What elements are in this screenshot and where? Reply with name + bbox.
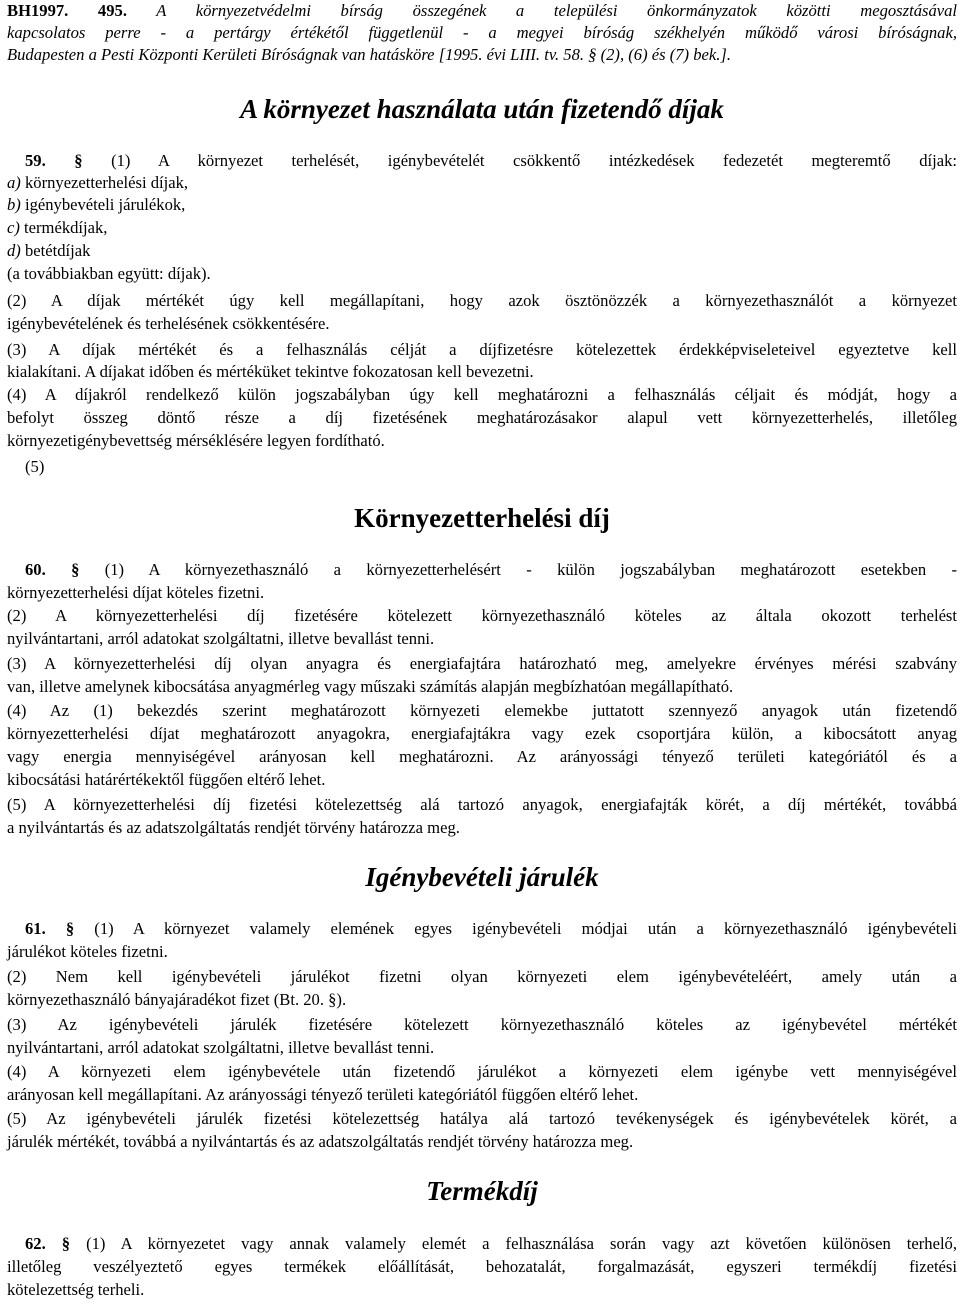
paragraph-line: arányosan kell megállapítani. Az arányossági tényező területi kategóriától függően eltérő lehet.	[7, 1085, 639, 1104]
paragraph-line: környezetigénybevettség mérséklésére legyen fordítható.	[7, 431, 385, 450]
paragraph-line: a nyilvántartás és az adatszolgáltatás rendjét törvény határozza meg.	[7, 818, 460, 837]
list-item: a) környezetterhelési díjak,	[7, 173, 189, 192]
paragraph-line: 62. § (1) A környezetet vagy annak valamely elemét a felhasználása során vagy azt követően különösen terhelő,	[25, 1234, 957, 1253]
paragraph-line: nyilvántartani, arról adatokat szolgáltatni, illetve bevallást tenni.	[7, 1038, 435, 1057]
paragraph-line: környezetterhelési díjat meghatározott anyagokra, energiafajtákra vagy ezek csoportjára külön, a kibocsátott anyag	[7, 724, 957, 743]
paragraph-line: (2) A díjak mértékét úgy kell megállapítani, hogy azok ösztönözzék a környezethasználót a környezet	[7, 291, 957, 310]
section-number: 60. §	[25, 560, 80, 579]
paragraph-line: (5) Az igénybevételi járulék fizetési kötelezettség hatálya alá tartozó tevékenységek és igénybevételek körét, a	[7, 1109, 957, 1128]
section-number: 62. §	[25, 1234, 71, 1253]
paragraph-line: (4) A környezeti elem igénybevétele után fizetendő járulékot a környezeti elem igénybe vett mennyiségével	[7, 1062, 957, 1081]
paragraph-line: (4) A díjakról rendelkező külön jogszabályban úgy kell meghatározni a felhasználás céljait és módját, hogy a	[7, 385, 957, 404]
paragraph-line: (5) A környezetterhelési díj fizetési kötelezettség alá tartozó anyagok, energiafajták körét, a díj mértékét, továbbá	[7, 795, 957, 814]
paragraph-line: van, illetve amelynek kibocsátása anyagmérleg vagy műszaki számítás alapján megbízhatóan megállapítható.	[7, 677, 734, 696]
paragraph-line: nyilvántartani, arról adatokat szolgáltatni, illetve bevallást tenni.	[7, 629, 435, 648]
paragraph-line: kibocsátási határértékektől függően eltérő lehet.	[7, 770, 326, 789]
paragraph-line: (3) Az igénybevételi járulék fizetésére kötelezett környezethasználó köteles az igénybevétel mértékét	[7, 1015, 957, 1034]
paragraph-line: (3) A díjak mértékét és a felhasználás célját a díjfizetésre kötelezettek érdekképviseleteivel egyeztetve kell	[7, 340, 957, 359]
paragraph-line: (5)	[25, 457, 45, 476]
case-note-line: kapcsolatos perre - a pertárgy értékétől függetlenül - a megyei bíróság székhelyén működő városi bíróságnak,	[7, 23, 957, 42]
paragraph-line: illetőleg veszélyeztető egyes termékek előállítását, behozatalát, forgalmazását, egyszeri termékdíj fizetési	[7, 1257, 957, 1276]
paragraph-line: 61. § (1) A környezet valamely elemének egyes igénybevételi módjai után a környezethasználó igénybevételi	[25, 919, 958, 938]
section-heading: A környezet használata után fizetendő díjak	[240, 94, 724, 124]
paragraph-line: (2) A környezetterhelési díj fizetésére kötelezett környezethasználó köteles az általa okozott terhelést	[7, 606, 957, 625]
paragraph-line: kialakítani. A díjakat időben és mértéküket tekintve fokozatosan kell bevezetni.	[7, 362, 534, 381]
paragraph-line: befolyt összeg döntő része a díj fizetésének meghatározásakor alapul vett környezetterhelés, illetőleg	[7, 408, 957, 427]
section-heading: Környezetterhelési díj	[354, 503, 610, 533]
paragraph-line: (4) Az (1) bekezdés szerint meghatározott környezeti elemekbe juttatott szennyező anyagok után fizetendő	[7, 701, 957, 720]
case-reference: BH1997. 495.	[7, 1, 127, 20]
paragraph-line: környezethasználó bányajáradékot fizet (Bt. 20. §).	[7, 990, 347, 1009]
section-number: 59. §	[25, 151, 83, 170]
paragraph-line: igénybevételének és terhelésének csökkentésére.	[7, 314, 330, 333]
paragraph-line: kötelezettség terheli.	[7, 1280, 145, 1299]
paragraph-line: (3) A környezetterhelési díj olyan anyagra és energiafajtára határozható meg, amelyekre érvényes mérési szabvány	[7, 654, 957, 673]
paragraph-line: járulékot köteles fizetni.	[7, 942, 168, 961]
section-heading: Termékdíj	[426, 1176, 538, 1206]
paragraph-line: 59. § (1) A környezet terhelését, igénybevételét csökkentő intézkedések fedezetét megteremtő díjak:	[25, 151, 957, 170]
paragraph-line: járulék mértékét, továbbá a nyilvántartás és az adatszolgáltatás rendjét törvény határozza meg.	[7, 1132, 634, 1151]
paragraph-line: 60. § (1) A környezethasználó a környezetterhelésért - külön jogszabályban meghatározott esetekben -	[25, 560, 957, 579]
case-note-line: BH1997. 495. A környezetvédelmi bírság összegének a települési önkormányzatok közötti megosztásával	[7, 1, 958, 20]
paragraph-line: (a továbbiakban együtt: díjak).	[7, 264, 211, 283]
paragraph-line: vagy energia mennyiségével arányosan kell meghatározni. Az arányossági tényező területi kategóriától és a	[7, 747, 957, 766]
list-item: b) igénybevételi járulékok,	[7, 195, 186, 214]
section-number: 61. §	[25, 919, 75, 938]
paragraph-line: (2) Nem kell igénybevételi járulékot fizetni olyan környezeti elem igénybevételéért, amely után a	[7, 967, 957, 986]
paragraph-line: környezetterhelési díjat köteles fizetni.	[7, 583, 265, 602]
list-item: d) betétdíjak	[7, 241, 91, 260]
list-item: c) termékdíjak,	[7, 218, 108, 237]
case-note-line: Budapesten a Pesti Központi Kerületi Bíróságnak van hatásköre [1995. évi LIII. tv. 58. § (2), (6) és (7) bek.].	[7, 45, 731, 64]
section-heading: Igénybevételi járulék	[365, 862, 599, 892]
